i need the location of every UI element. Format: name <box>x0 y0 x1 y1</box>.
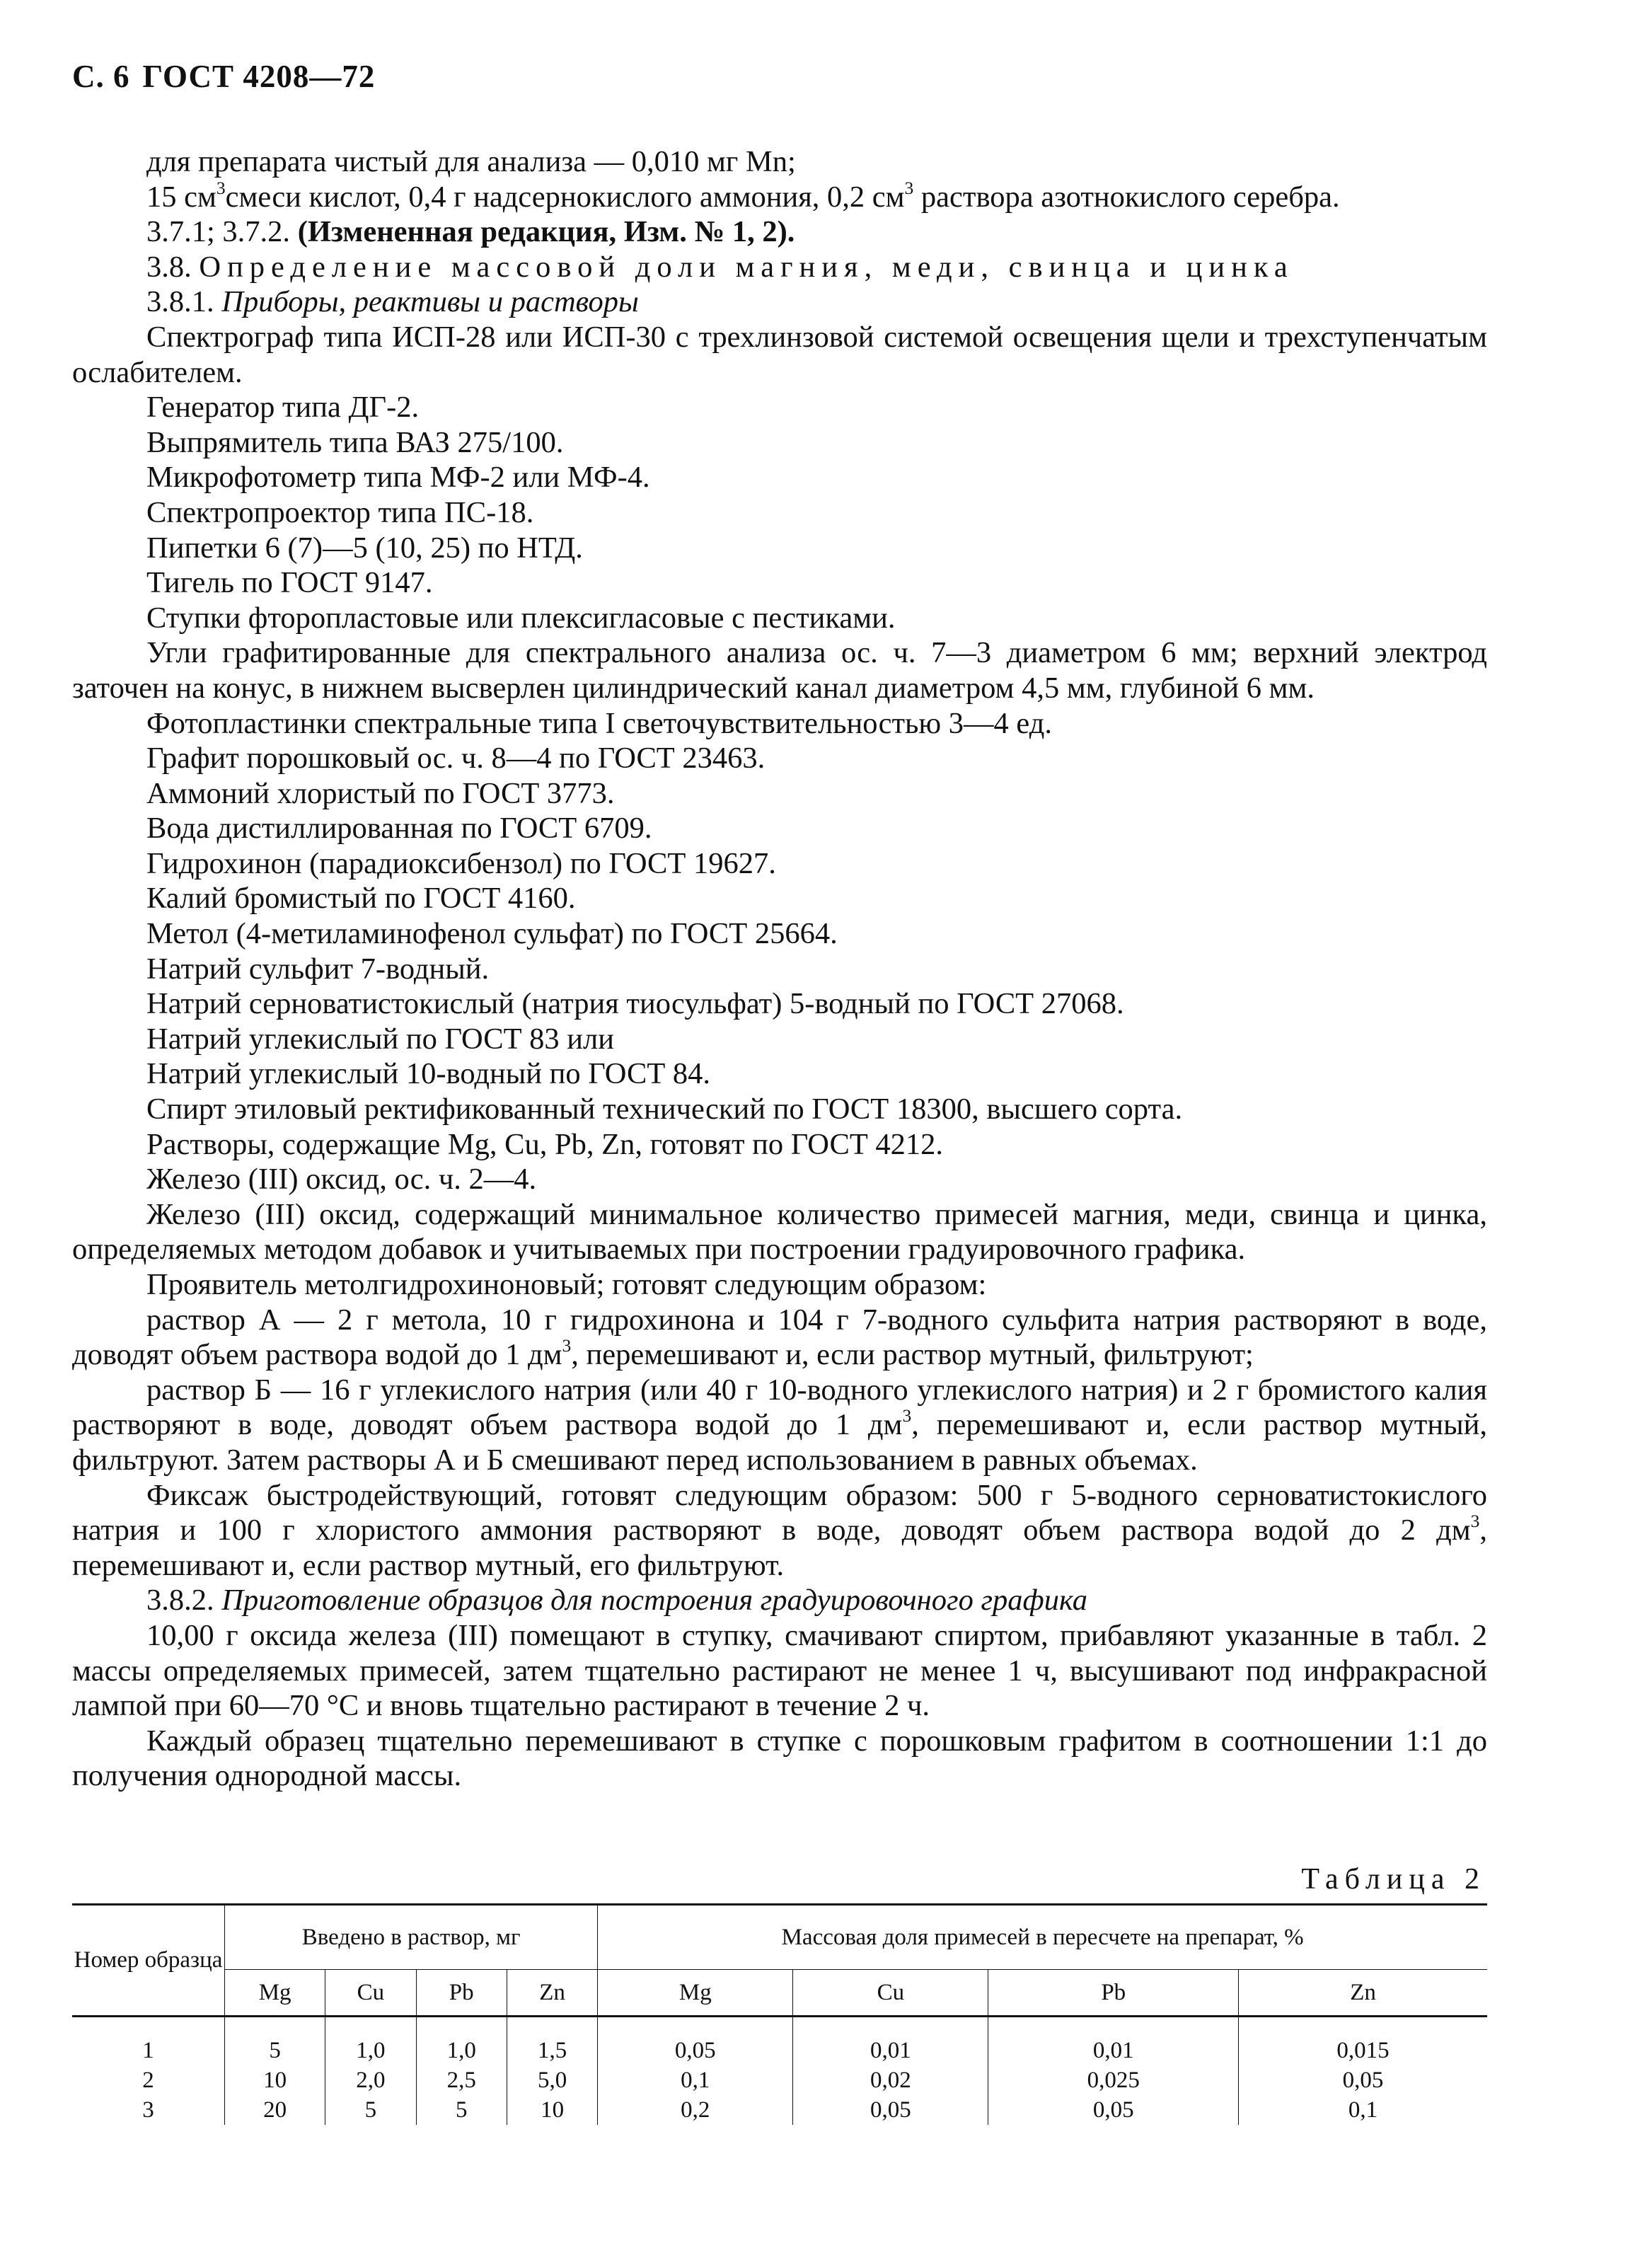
col-header-cu: Cu <box>325 1970 416 2017</box>
col-group-introduced: Введено в раствор, мг <box>225 1905 598 1970</box>
paragraph: Натрий сульфит 7-водный. <box>146 952 490 986</box>
paragraph: Фиксаж быстродействующий, готовят следующим образом: 500 г 5-водного серноватистокислого натрия и 100 г хлористого аммония растворяют в воде, доводят объем раствора водой до 2 $дм^3$, перемешивают и, если раствор мутный, его фильтруют. <box>72 1478 1487 1582</box>
data-table <box>72 1903 1487 2125</box>
col-header-pb-pct: Pb <box>988 1970 1239 2017</box>
paragraph: раствор А — 2 г метола, 10 г гидрохинона и 104 г 7-водного сульфита натрия растворяют в воде, доводят объем раствора водой до 1 $дм^3$, перемешивают и, если раствор мутный, фильтруют; <box>72 1303 1487 1372</box>
col-header-pb: Pb <box>416 1970 507 2017</box>
paragraph: Фотопластинки спектральные типа I светочувствительностью 3—4 ед. <box>146 706 1052 740</box>
subsection-heading: 3.8.1. Приборы, реактивы и растворы <box>146 285 639 319</box>
paragraph: для препарата чистый для анализа — 0,010 мг Mn; <box>146 145 796 178</box>
paragraph: Спектрограф типа ИСП-28 или ИСП-30 с трехлинзовой системой освещения щели и трехступенчатым ослабителем. <box>72 320 1487 389</box>
paragraph: Угли графитированные для спектрального анализа ос. ч. 7—3 диаметром 6 мм; верхний электрод заточен на конус, в нижнем высверлен цилиндрический канал диаметром 4,5 мм, глубиной 6 мм. <box>72 636 1487 705</box>
table-body <box>72 2017 1487 2126</box>
col-sample-number: 1 2 3 <box>142 2038 154 2123</box>
amendment-note: 3.7.1; 3.7.2. (Измененная редакция, Изм. № 1, 2). <box>146 215 795 249</box>
document-body <box>72 144 1487 1794</box>
table-2 <box>72 1903 1487 2125</box>
paragraph: Железо (III) оксид, ос. ч. 2—4. <box>146 1163 537 1197</box>
page-number: С. 6 <box>72 59 130 94</box>
col-header-zn: Zn <box>507 1970 597 2017</box>
paragraph: раствор Б — 16 г углекислого натрия (или 40 г 10-водного углекислого натрия) и 2 г бромистого калия растворяют в воде, доводят объем раствора водой до 1 $дм^3$, перемешивают и, если раствор мутный, фильтруют. Затем растворы А и Б смешивают перед использованием в равных объемах. <box>72 1373 1488 1477</box>
paragraph: Гидрохинон (парадиоксибензол) по ГОСТ 19627. <box>146 846 776 880</box>
paragraph: Выпрямитель типа ВАЗ 275/100. <box>146 425 564 459</box>
paragraph: Спектропроектор типа ПС-18. <box>146 495 534 529</box>
paragraph: Генератор типа ДГ-2. <box>146 391 420 425</box>
paragraph: 15 $см^3смеси$ кислот, 0,4 г надсернокислого аммония, 0,2 $см^3$ раствора азотнокислого серебра. <box>146 177 1340 214</box>
paragraph: Растворы, содержащие Mg, Cu, Pb, Zn, готовят по ГОСТ 4212. <box>146 1127 944 1161</box>
section-heading: 3.8. Определение массовой доли магния, меди, свинца и цинка <box>146 250 1294 284</box>
col-pb: 1,0 2,5 5 <box>416 2017 507 2126</box>
col-zn: 1,5 5,0 10 <box>507 2017 597 2126</box>
paragraph: Калий бромистый по ГОСТ 4160. <box>146 882 576 916</box>
paragraph: Ступки фторопластовые или плексигласовые с пестиками. <box>146 601 896 635</box>
paragraph: Тигель по ГОСТ 9147. <box>146 566 433 600</box>
paragraph: Графит порошковый ос. ч. 8—4 по ГОСТ 23463. <box>146 742 766 775</box>
col-mg-pct: 0,05 0,1 0,2 <box>598 2017 793 2126</box>
paragraph: Каждый образец тщательно перемешивают в ступке с порошковым графитом в соотношении 1:1 до получения однородной массы. <box>72 1724 1487 1793</box>
gost-code: ГОСТ 4208—72 <box>142 59 376 94</box>
col-header-mg-pct: Mg <box>598 1970 793 2017</box>
paragraph: 10,00 г оксида железа (III) помещают в ступку, смачивают спиртом, прибавляют указанные в табл. 2 массы определяемых примесей, затем тщательно растирают не менее 1 ч, высушивают под инфракрасной лампой при 60—70 °С и вновь тщательно растирают в течение 2 ч. <box>72 1618 1487 1723</box>
paragraph: Спирт этиловый ректификованный технический по ГОСТ 18300, высшего сорта. <box>146 1092 1183 1126</box>
table-caption: Таблица 2 <box>1301 1863 1486 1896</box>
col-group-mass-fraction: Массовая доля примесей в пересчете на препарат, % <box>598 1905 1487 1970</box>
subsection-heading: 3.8.2. Приготовление образцов для построения градуировочного графика <box>146 1584 1088 1618</box>
paragraph: Аммоний хлористый по ГОСТ 3773. <box>146 776 615 810</box>
col-header-mg: Mg <box>225 1970 325 2017</box>
paragraph: Натрий серноватистокислый (натрия тиосульфат) 5-водный по ГОСТ 27068. <box>146 987 1124 1021</box>
paragraph: Железо (III) оксид, содержащий минимальное количество примесей магния, меди, свинца и цинка, определяемых методом добавок и учитываемых при построении градуировочного графика. <box>72 1197 1487 1267</box>
paragraph: Микрофотометр типа МФ-2 или МФ-4. <box>146 461 650 495</box>
col-pb-pct: 0,01 0,025 0,05 <box>988 2017 1239 2126</box>
paragraph: Проявитель метолгидрохиноновый; готовят следующим образом: <box>146 1268 987 1301</box>
col-header-number: Номер образца <box>72 1905 225 2017</box>
col-mg: 5 10 20 <box>225 2017 325 2126</box>
col-cu: 1,0 2,0 5 <box>325 2017 416 2126</box>
paragraph: Натрий углекислый 10-водный по ГОСТ 84. <box>146 1057 711 1091</box>
paragraph: Натрий углекислый по ГОСТ 83 или <box>146 1022 614 1056</box>
page-header <box>72 58 375 95</box>
col-header-cu-pct: Cu <box>793 1970 988 2017</box>
paragraph: Метол (4-метиламинофенол сульфат) по ГОСТ 25664. <box>146 917 838 951</box>
col-zn-pct: 0,015 0,05 0,1 <box>1239 2017 1487 2126</box>
paragraph: Вода дистиллированная по ГОСТ 6709. <box>146 812 652 846</box>
col-header-zn-pct: Zn <box>1239 1970 1487 2017</box>
paragraph: Пипетки 6 (7)—5 (10, 25) по НТД. <box>146 531 583 565</box>
col-cu-pct: 0,01 0,02 0,05 <box>793 2017 988 2126</box>
